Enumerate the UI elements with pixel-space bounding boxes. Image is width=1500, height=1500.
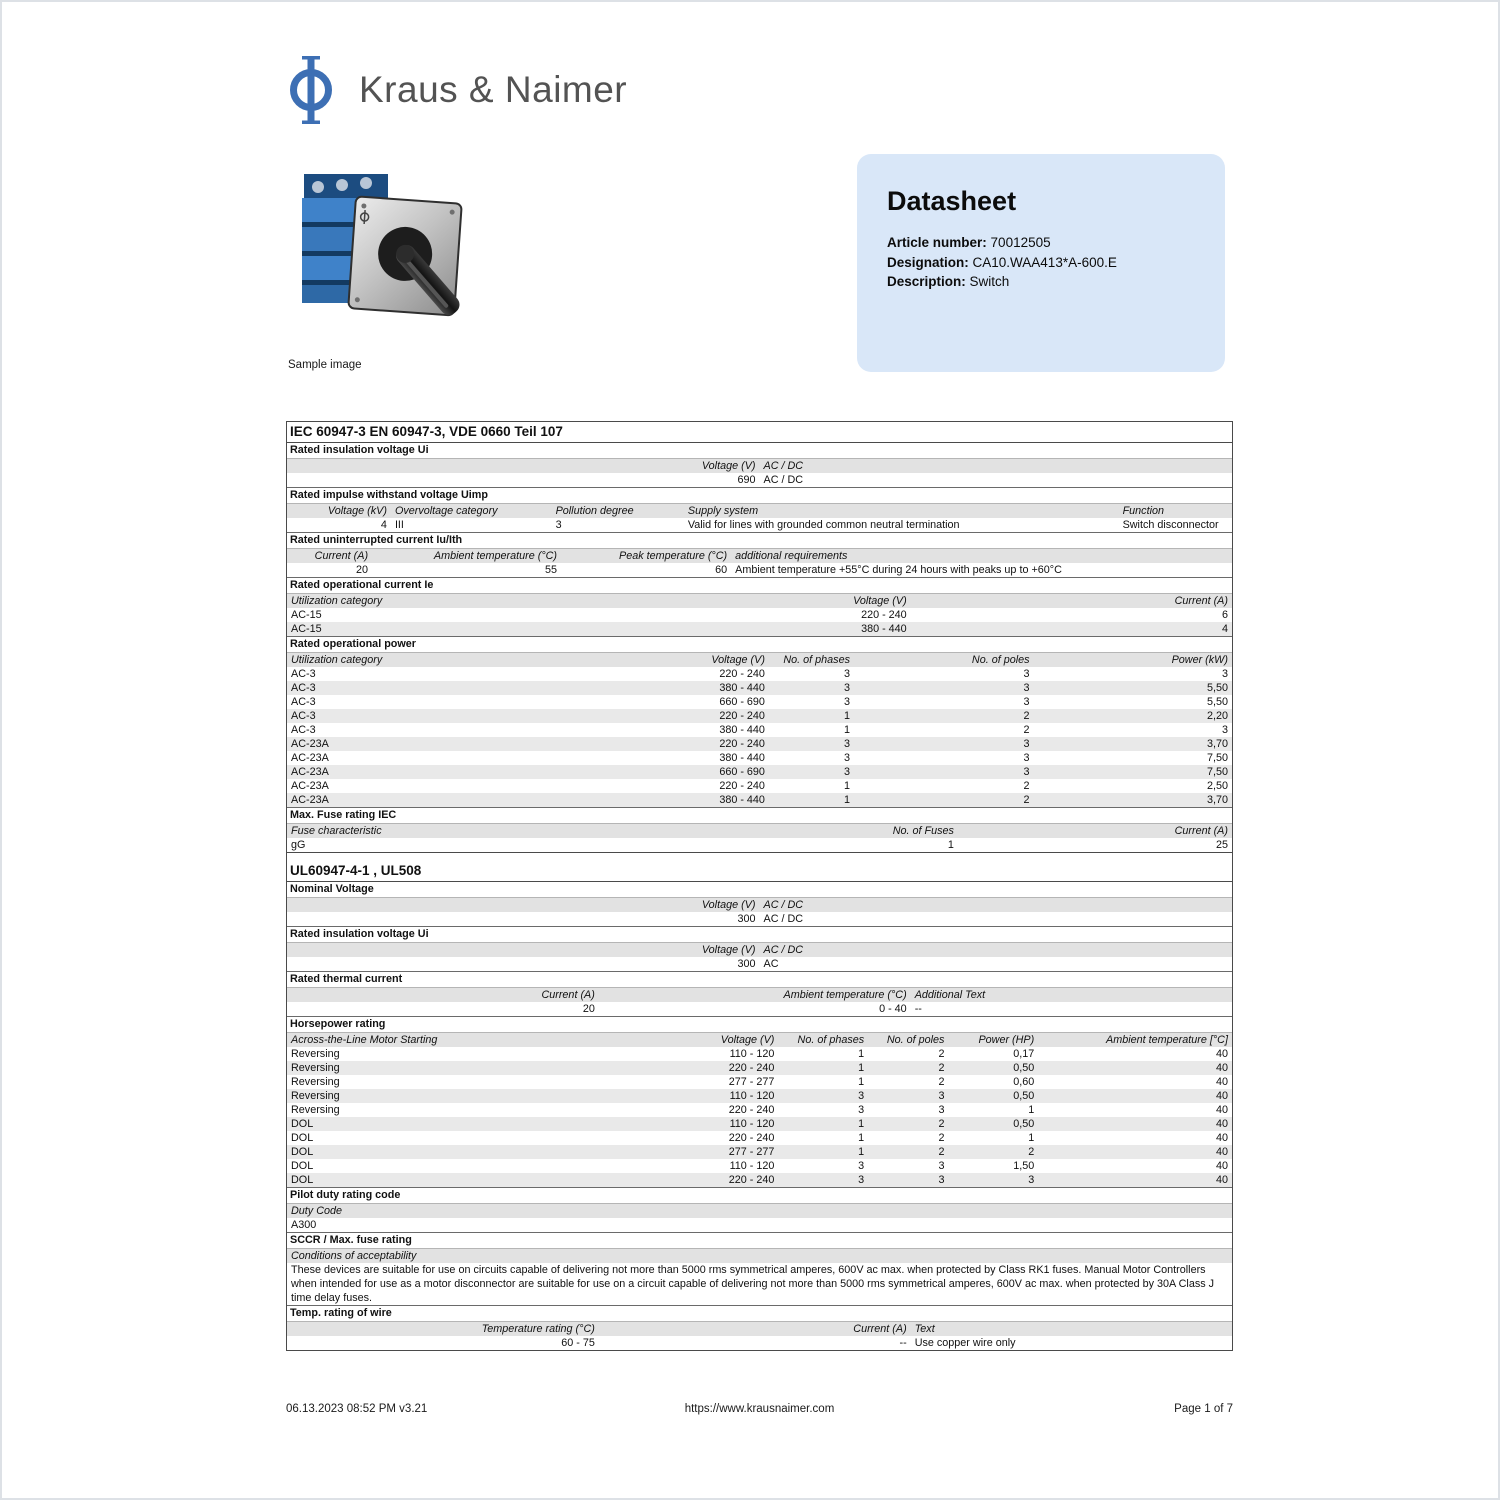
spec-cell: Peak temperature (°C) (619, 550, 728, 562)
spec-row (287, 1117, 1232, 1131)
spec-cell: 3 (858, 1174, 865, 1186)
spec-row (287, 1173, 1232, 1187)
spec-cell: 2 (938, 1048, 945, 1060)
spec-header-row (287, 1033, 1232, 1047)
spec-cell: 2,50 (1206, 780, 1228, 792)
spec-header-row (287, 1249, 1232, 1263)
spec-cell: Text (914, 1323, 935, 1335)
spec-cell: AC / DC (763, 913, 804, 925)
spec-cell: -- (899, 1337, 907, 1349)
designation-field (887, 253, 1195, 273)
spec-cell: 380 - 440 (719, 682, 765, 694)
spec-cell: 5,50 (1206, 696, 1228, 708)
spec-cell: 1 (1028, 1104, 1035, 1116)
section-title: Rated thermal current (287, 971, 1232, 988)
spec-cell: Fuse characteristic (291, 825, 382, 837)
spec-cell: Voltage (V) (720, 1034, 775, 1046)
spec-cell: Reversing (291, 1076, 340, 1088)
spec-cell: AC-3 (291, 724, 316, 736)
spec-row (287, 1103, 1232, 1117)
spec-cell: 300 (737, 913, 756, 925)
spec-cell: AC / DC (763, 460, 804, 472)
spec-header-row (287, 459, 1232, 473)
spec-cell: Current (A) (541, 989, 595, 1001)
spec-cell: 60 - 75 (561, 1337, 595, 1349)
spec-cell: 3 (843, 668, 850, 680)
spec-cell: 3 (938, 1160, 945, 1172)
spec-cell: 3 (1023, 752, 1030, 764)
spec-row (287, 1002, 1232, 1016)
spec-cell: 1 (858, 1146, 865, 1158)
spec-cell: 3,70 (1206, 794, 1228, 806)
spec-header-row (287, 1322, 1232, 1336)
description-value: Switch (969, 274, 1010, 289)
spec-row (287, 1075, 1232, 1089)
spec-cell: 3 (1028, 1174, 1035, 1186)
spec-cell: 3 (843, 766, 850, 778)
spec-cell: Power (kW) (1171, 654, 1228, 666)
standard-title: UL60947-4-1 , UL508 (287, 852, 1232, 882)
spec-cell: 0,17 (1013, 1048, 1035, 1060)
spec-cell: 3 (843, 682, 850, 694)
spec-cell: AC-23A (291, 766, 329, 778)
spec-cell: 1 (947, 839, 954, 851)
spec-cell: 40 (1215, 1062, 1228, 1074)
spec-cell: 220 - 240 (719, 710, 765, 722)
spec-cell: 220 - 240 (861, 609, 907, 621)
spec-cell: Voltage (V) (853, 595, 907, 607)
spec-cell: 40 (1215, 1146, 1228, 1158)
spec-cell: 220 - 240 (728, 1132, 775, 1144)
spec-cell: Voltage (kV) (327, 505, 387, 517)
spec-cell: AC (763, 958, 779, 970)
spec-cell: Voltage (V) (701, 460, 756, 472)
spec-cell: Across-the-Line Motor Starting (291, 1034, 438, 1046)
section-title: Rated impulse withstand voltage Uimp (287, 487, 1232, 504)
spec-cell: 277 - 277 (728, 1146, 775, 1158)
spec-cell: DOL (291, 1132, 314, 1144)
section-title: Pilot duty rating code (287, 1187, 1232, 1204)
spec-cell: Reversing (291, 1048, 340, 1060)
spec-header-row (287, 1204, 1232, 1218)
standard-title: IEC 60947-3 EN 60947-3, VDE 0660 Teil 107 (287, 422, 1232, 443)
product-image (288, 160, 470, 346)
spec-row (287, 779, 1232, 793)
spec-cell: Current (A) (853, 1323, 907, 1335)
spec-cell: Ambient temperature (°C) (433, 550, 558, 562)
spec-cell: 0,50 (1013, 1062, 1035, 1074)
spec-cell: DOL (291, 1118, 314, 1130)
article-number-field (887, 233, 1195, 253)
spec-cell: 660 - 690 (719, 766, 765, 778)
datasheet-card (857, 154, 1225, 372)
spec-cell: Valid for lines with grounded common neutral termination (687, 519, 960, 531)
spec-cell: Ambient temperature [°C] (1106, 1034, 1228, 1046)
spec-cell: 40 (1215, 1076, 1228, 1088)
spec-row (287, 473, 1232, 487)
spec-cell: 40 (1215, 1118, 1228, 1130)
spec-cell: 2 (1028, 1146, 1035, 1158)
spec-cell: 40 (1215, 1132, 1228, 1144)
spec-row (287, 793, 1232, 807)
spec-row (287, 709, 1232, 723)
datasheet-title: Datasheet (887, 186, 1017, 216)
spec-cell: AC-23A (291, 794, 329, 806)
spec-cell: Pollution degree (555, 505, 634, 517)
spec-cell: No. of poles (886, 1034, 945, 1046)
spec-cell: 3 (858, 1160, 865, 1172)
spec-cell: 3 (1221, 724, 1228, 736)
section-title: Rated uninterrupted current Iu/Ith (287, 532, 1232, 549)
spec-cell: III (394, 519, 404, 531)
spec-cell: 110 - 120 (729, 1160, 775, 1172)
spec-cell: Utilization category (291, 595, 383, 607)
spec-header-row (287, 594, 1232, 608)
switch-terminal-block (304, 174, 388, 200)
spec-cell: No. of phases (783, 654, 850, 666)
spec-cell: 3 (938, 1090, 945, 1102)
spec-row (287, 1061, 1232, 1075)
spec-cell: 3 (1023, 682, 1030, 694)
spec-cell: 1 (1028, 1132, 1035, 1144)
spec-cell: 1 (858, 1048, 865, 1060)
footer-url[interactable]: https://www.krausnaimer.com (684, 1403, 835, 1415)
spec-cell: 220 - 240 (728, 1062, 775, 1074)
spec-cell: 110 - 120 (729, 1118, 775, 1130)
spec-cell: 3 (858, 1104, 865, 1116)
spec-cell: Additional Text (914, 989, 986, 1001)
spec-cell: 3 (1023, 696, 1030, 708)
spec-cell: Function (1122, 505, 1164, 517)
spec-cell: DOL (291, 1146, 314, 1158)
sample-image-caption: Sample image (288, 359, 362, 371)
spec-cell: 0,50 (1013, 1090, 1035, 1102)
spec-cell: 3 (1023, 668, 1030, 680)
spec-cell: 60 (715, 564, 728, 576)
spec-cell: gG (291, 839, 306, 851)
spec-cell: 380 - 440 (719, 794, 765, 806)
spec-row (287, 1047, 1232, 1061)
spec-cell: 7,50 (1206, 766, 1228, 778)
switch-front-plate (348, 196, 470, 319)
spec-table (286, 421, 1233, 1351)
spec-cell: Supply system (687, 505, 759, 517)
spec-row (287, 681, 1232, 695)
spec-cell: 1 (843, 710, 850, 722)
spec-cell: 300 (737, 958, 756, 970)
section-title: Rated insulation voltage Ui (287, 443, 1232, 459)
description-label: Description: (887, 274, 966, 289)
spec-cell: 2,20 (1206, 710, 1228, 722)
spec-cell: AC-23A (291, 780, 329, 792)
spec-cell: Current (A) (1174, 825, 1228, 837)
spec-cell: 1 (843, 794, 850, 806)
spec-cell: 3 (858, 1090, 865, 1102)
spec-cell: 1,50 (1013, 1160, 1035, 1172)
spec-cell: Reversing (291, 1062, 340, 1074)
spec-cell: 3 (1023, 738, 1030, 750)
section-title: Max. Fuse rating IEC (287, 807, 1232, 824)
section-title: Temp. rating of wire (287, 1305, 1232, 1322)
spec-row (287, 737, 1232, 751)
section-title: Nominal Voltage (287, 882, 1232, 898)
spec-cell: 1 (858, 1118, 865, 1130)
section-title: SCCR / Max. fuse rating (287, 1232, 1232, 1249)
spec-cell: 660 - 690 (719, 696, 765, 708)
spec-cell: Reversing (291, 1104, 340, 1116)
spec-cell: 220 - 240 (719, 668, 765, 680)
spec-cell: 2 (1023, 710, 1030, 722)
spec-cell: 40 (1215, 1104, 1228, 1116)
spec-cell: DOL (291, 1160, 314, 1172)
spec-cell: DOL (291, 1174, 314, 1186)
spec-cell: AC-23A (291, 738, 329, 750)
spec-cell: 2 (1023, 794, 1030, 806)
section-title: Rated operational power (287, 636, 1232, 653)
spec-row (287, 667, 1232, 681)
spec-cell: 380 - 440 (719, 724, 765, 736)
spec-cell: 380 - 440 (861, 623, 907, 635)
spec-cell: Voltage (V) (711, 654, 765, 666)
spec-cell: Voltage (V) (701, 944, 756, 956)
article-number-value: 70012505 (990, 235, 1051, 250)
spec-cell: 0,50 (1013, 1118, 1035, 1130)
spec-cell: 40 (1215, 1174, 1228, 1186)
spec-cell: Conditions of acceptability (291, 1250, 417, 1262)
spec-cell: 40 (1215, 1160, 1228, 1172)
spec-cell: 3 (843, 696, 850, 708)
spec-row (287, 957, 1232, 971)
spec-cell: 220 - 240 (728, 1174, 775, 1186)
spec-cell: 7,50 (1206, 752, 1228, 764)
spec-cell: Utilization category (291, 654, 383, 666)
spec-cell: A300 (291, 1219, 317, 1231)
page-footer (286, 1403, 1233, 1415)
spec-row (287, 622, 1232, 636)
spec-cell: 20 (582, 1003, 595, 1015)
spec-header-row (287, 504, 1232, 518)
spec-cell: AC / DC (763, 944, 804, 956)
spec-cell: No. of poles (971, 654, 1030, 666)
spec-header-row (287, 549, 1232, 563)
spec-cell: Ambient temperature (°C) (783, 989, 907, 1001)
spec-cell: No. of Fuses (892, 825, 954, 837)
designation-label: Designation: (887, 254, 969, 270)
spec-row (287, 838, 1232, 852)
spec-cell: 0,60 (1013, 1076, 1035, 1088)
spec-cell: AC / DC (763, 474, 804, 486)
footer-date-version: 06.13.2023 08:52 PM v3.21 (286, 1403, 428, 1415)
spec-header-row (287, 898, 1232, 912)
spec-cell: 220 - 240 (719, 780, 765, 792)
brand-header (285, 56, 627, 124)
section-title: Rated insulation voltage Ui (287, 926, 1232, 943)
spec-cell: 6 (1221, 609, 1228, 621)
spec-cell: 220 - 240 (728, 1104, 775, 1116)
spec-cell: Current (A) (1174, 595, 1228, 607)
spec-cell: Duty Code (291, 1205, 343, 1217)
spec-cell: Temperature rating (°C) (481, 1323, 595, 1335)
spec-row (287, 1131, 1232, 1145)
spec-cell: 25 (1215, 839, 1228, 851)
spec-cell: 1 (843, 780, 850, 792)
spec-cell: 2 (938, 1076, 945, 1088)
spec-cell: 2 (938, 1062, 945, 1074)
spec-cell: 3 (938, 1174, 945, 1186)
spec-cell: Ambient temperature +55°C during 24 hours with peaks up to +60°C (735, 564, 1062, 576)
spec-row (287, 723, 1232, 737)
phi-logo-icon (285, 56, 337, 124)
spec-cell: 3 (1221, 668, 1228, 680)
spec-header-row (287, 943, 1232, 957)
spec-cell: 380 - 440 (719, 752, 765, 764)
spec-row (287, 1089, 1232, 1103)
spec-header-row (287, 653, 1232, 667)
spec-cell: 1 (858, 1076, 865, 1088)
spec-cell: AC-3 (291, 668, 316, 680)
spec-cell: 4 (1221, 623, 1228, 635)
spec-cell: AC-15 (291, 609, 322, 621)
spec-cell: 40 (1215, 1090, 1228, 1102)
product-figure (288, 160, 488, 371)
spec-row (287, 1336, 1232, 1350)
spec-cell: 2 (938, 1118, 945, 1130)
spec-cell: 1 (843, 724, 850, 736)
spec-row (287, 751, 1232, 765)
spec-cell: These devices are suitable for use on circuits capable of delivering not more than 5000 rms symmetrical amperes, 600V ac max. when protected by Class RK1 fuses. Manual Motor Controllers when intended for use as a motor disconnector are suitable for use on a circuit capable of delivering not more than 5000 rms symmetrical amperes, 600V ac max. when protected by 30A Class J time delay fuses. (291, 1264, 1215, 1304)
spec-cell: 220 - 240 (719, 738, 765, 750)
section-title: Rated operational current Ie (287, 577, 1232, 594)
spec-header-row (287, 988, 1232, 1002)
spec-cell: 690 (737, 474, 756, 486)
spec-cell: 3 (843, 738, 850, 750)
spec-cell: 3,70 (1206, 738, 1228, 750)
spec-cell: Use copper wire only (914, 1337, 1016, 1349)
spec-cell: 110 - 120 (729, 1090, 775, 1102)
spec-cell: 5,50 (1206, 682, 1228, 694)
spec-cell: AC / DC (763, 899, 804, 911)
spec-row (287, 765, 1232, 779)
spec-cell: 40 (1215, 1048, 1228, 1060)
spec-cell: 110 - 120 (729, 1048, 775, 1060)
spec-row (287, 1159, 1232, 1173)
spec-row (287, 1263, 1232, 1305)
spec-row (287, 563, 1232, 577)
spec-row (287, 695, 1232, 709)
spec-row (287, 1145, 1232, 1159)
spec-row (287, 912, 1232, 926)
spec-cell: 3 (843, 752, 850, 764)
spec-cell: AC-3 (291, 682, 316, 694)
spec-cell: 2 (1023, 724, 1030, 736)
spec-row (287, 518, 1232, 532)
spec-cell: 2 (1023, 780, 1030, 792)
spec-cell: Overvoltage category (394, 505, 498, 517)
spec-cell: 2 (938, 1132, 945, 1144)
spec-cell: 4 (380, 519, 387, 531)
spec-header-row (287, 824, 1232, 838)
spec-cell: AC-15 (291, 623, 322, 635)
spec-cell: 3 (938, 1104, 945, 1116)
spec-cell: AC-3 (291, 696, 316, 708)
spec-cell: Current (A) (314, 550, 369, 562)
spec-cell: 1 (858, 1132, 865, 1144)
section-title: Horsepower rating (287, 1016, 1232, 1033)
spec-cell: 3 (555, 519, 562, 531)
spec-cell: -- (914, 1003, 922, 1015)
spec-cell: 1 (858, 1062, 865, 1074)
spec-cell: AC-23A (291, 752, 329, 764)
designation-value: CA10.WAA413*A-600.E (972, 254, 1117, 270)
spec-cell: No. of phases (797, 1034, 865, 1046)
spec-cell: Switch disconnector (1122, 519, 1219, 531)
article-number-label: Article number: (887, 235, 987, 250)
spec-cell: 20 (356, 564, 369, 576)
spec-cell: 3 (1023, 766, 1030, 778)
brand-name: Kraus & Naimer (359, 69, 628, 110)
spec-cell: Voltage (V) (701, 899, 756, 911)
spec-cell: AC-3 (291, 710, 316, 722)
spec-row (287, 608, 1232, 622)
spec-cell: Power (HP) (978, 1034, 1035, 1046)
description-field (887, 272, 1195, 292)
spec-cell: Reversing (291, 1090, 340, 1102)
spec-cell: 0 - 40 (879, 1003, 907, 1015)
spec-cell: 2 (938, 1146, 945, 1158)
spec-cell: additional requirements (735, 550, 848, 562)
spec-cell: 55 (545, 564, 558, 576)
spec-row (287, 1218, 1232, 1232)
spec-cell: 277 - 277 (728, 1076, 775, 1088)
footer-page-number: Page 1 of 7 (1174, 1403, 1233, 1415)
